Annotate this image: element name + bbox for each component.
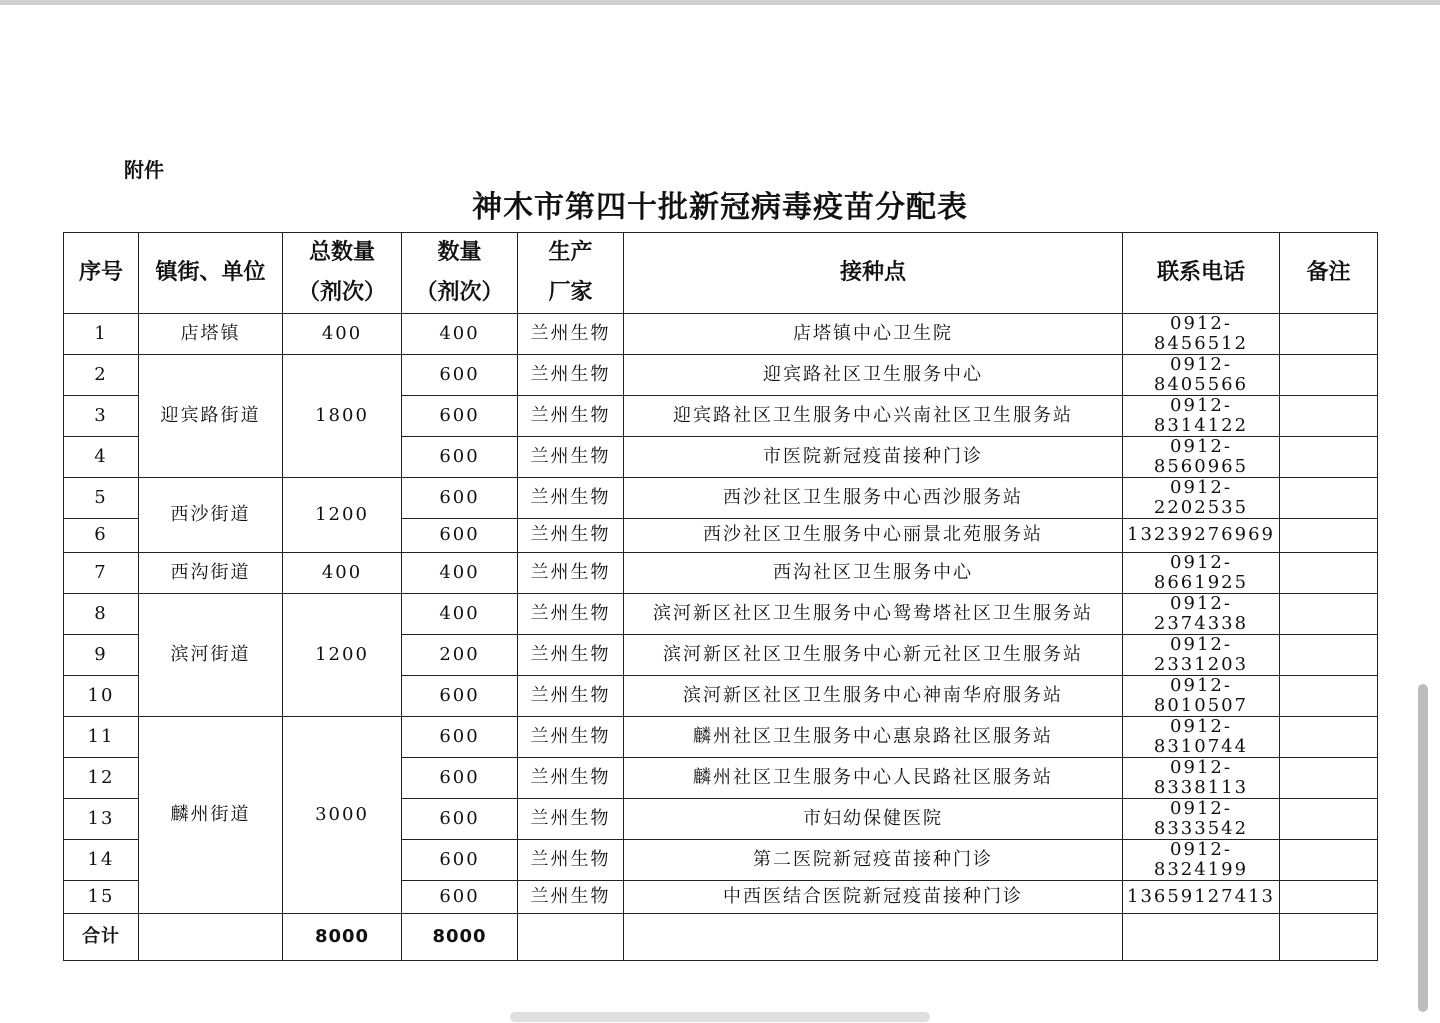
remark-cell (1280, 437, 1378, 478)
header-qty-line1: 数量 (437, 240, 482, 265)
maker-cell: 兰州生物 (518, 757, 624, 798)
seq-cell: 8 (64, 593, 139, 634)
header-maker (518, 233, 624, 314)
unit-cell: 滨河街道 (139, 593, 283, 716)
phone-cell: 0912-8324199 (1123, 839, 1280, 880)
remark-cell (1280, 314, 1378, 355)
seq-cell: 6 (64, 519, 139, 553)
total-maker (518, 914, 624, 961)
maker-cell: 兰州生物 (518, 314, 624, 355)
vaccine-allocation-table (63, 232, 1378, 961)
site-cell: 西沟社区卫生服务中心 (624, 552, 1123, 593)
table-row (64, 314, 1378, 355)
qty-cell: 600 (402, 478, 518, 519)
remark-cell (1280, 757, 1378, 798)
header-qty-line2: （剂次） (415, 280, 504, 305)
phone-cell: 13239276969 (1123, 519, 1280, 553)
table-row (64, 593, 1378, 634)
remark-cell (1280, 880, 1378, 914)
qty-cell: 200 (402, 634, 518, 675)
site-cell: 麟州社区卫生服务中心惠泉路社区服务站 (624, 716, 1123, 757)
total-phone (1123, 914, 1280, 961)
maker-cell: 兰州生物 (518, 798, 624, 839)
table-row (64, 716, 1378, 757)
seq-cell: 14 (64, 839, 139, 880)
maker-cell: 兰州生物 (518, 552, 624, 593)
header-maker-line2: 厂家 (548, 280, 593, 305)
seq-cell: 15 (64, 880, 139, 914)
site-cell: 滨河新区社区卫生服务中心新元社区卫生服务站 (624, 634, 1123, 675)
seq-cell: 5 (64, 478, 139, 519)
remark-cell (1280, 478, 1378, 519)
total-site (624, 914, 1123, 961)
maker-cell: 兰州生物 (518, 593, 624, 634)
seq-cell: 4 (64, 437, 139, 478)
remark-cell (1280, 634, 1378, 675)
site-cell: 迎宾路社区卫生服务中心兴南社区卫生服务站 (624, 396, 1123, 437)
seq-cell: 3 (64, 396, 139, 437)
total-unit (139, 914, 283, 961)
maker-cell: 兰州生物 (518, 675, 624, 716)
phone-cell: 0912-8560965 (1123, 437, 1280, 478)
qty-cell: 600 (402, 798, 518, 839)
header-total-line2: （剂次） (297, 280, 386, 305)
phone-cell: 0912-8405566 (1123, 355, 1280, 396)
qty-cell: 400 (402, 314, 518, 355)
total-row (64, 914, 1378, 961)
total-label: 合计 (64, 914, 139, 961)
maker-cell: 兰州生物 (518, 437, 624, 478)
phone-cell: 0912-8456512 (1123, 314, 1280, 355)
seq-cell: 1 (64, 314, 139, 355)
seq-cell: 11 (64, 716, 139, 757)
table-body (64, 314, 1378, 914)
qty-cell: 600 (402, 757, 518, 798)
qty-cell: 600 (402, 839, 518, 880)
remark-cell (1280, 675, 1378, 716)
phone-cell: 0912-8661925 (1123, 552, 1280, 593)
horizontal-scrollbar[interactable] (510, 1012, 930, 1022)
total-cell: 3000 (283, 716, 402, 914)
maker-cell: 兰州生物 (518, 634, 624, 675)
remark-cell (1280, 593, 1378, 634)
qty-cell: 600 (402, 437, 518, 478)
table-row (64, 552, 1378, 593)
header-remark: 备注 (1280, 233, 1378, 314)
total-qty: 8000 (402, 914, 518, 961)
site-cell: 市医院新冠疫苗接种门诊 (624, 437, 1123, 478)
qty-cell: 400 (402, 552, 518, 593)
site-cell: 滨河新区社区卫生服务中心鸳鸯塔社区卫生服务站 (624, 593, 1123, 634)
vertical-scrollbar[interactable] (1418, 684, 1428, 1012)
maker-cell: 兰州生物 (518, 355, 624, 396)
header-phone: 联系电话 (1123, 233, 1280, 314)
maker-cell: 兰州生物 (518, 396, 624, 437)
site-cell: 西沙社区卫生服务中心西沙服务站 (624, 478, 1123, 519)
phone-cell: 0912-8310744 (1123, 716, 1280, 757)
seq-cell: 7 (64, 552, 139, 593)
site-cell: 市妇幼保健医院 (624, 798, 1123, 839)
qty-cell: 600 (402, 519, 518, 553)
remark-cell (1280, 552, 1378, 593)
qty-cell: 600 (402, 355, 518, 396)
phone-cell: 0912-8010507 (1123, 675, 1280, 716)
header-row (64, 233, 1378, 314)
site-cell: 迎宾路社区卫生服务中心 (624, 355, 1123, 396)
top-border-bar (0, 0, 1440, 5)
header-seq: 序号 (64, 233, 139, 314)
phone-cell: 0912-8338113 (1123, 757, 1280, 798)
remark-cell (1280, 355, 1378, 396)
total-cell: 1200 (283, 593, 402, 716)
remark-cell (1280, 839, 1378, 880)
header-site: 接种点 (624, 233, 1123, 314)
site-cell: 店塔镇中心卫生院 (624, 314, 1123, 355)
maker-cell: 兰州生物 (518, 716, 624, 757)
seq-cell: 10 (64, 675, 139, 716)
total-cell: 1800 (283, 355, 402, 478)
header-total-line1: 总数量 (308, 240, 375, 265)
total-cell: 400 (283, 314, 402, 355)
qty-cell: 600 (402, 880, 518, 914)
total-cell: 400 (283, 552, 402, 593)
qty-cell: 400 (402, 593, 518, 634)
remark-cell (1280, 396, 1378, 437)
remark-cell (1280, 798, 1378, 839)
site-cell: 第二医院新冠疫苗接种门诊 (624, 839, 1123, 880)
total-remark (1280, 914, 1378, 961)
unit-cell: 迎宾路街道 (139, 355, 283, 478)
seq-cell: 12 (64, 757, 139, 798)
phone-cell: 0912-2331203 (1123, 634, 1280, 675)
unit-cell: 西沙街道 (139, 478, 283, 553)
maker-cell: 兰州生物 (518, 478, 624, 519)
header-qty (402, 233, 518, 314)
remark-cell (1280, 716, 1378, 757)
maker-cell: 兰州生物 (518, 839, 624, 880)
seq-cell: 9 (64, 634, 139, 675)
seq-cell: 2 (64, 355, 139, 396)
table-row (64, 478, 1378, 519)
header-unit: 镇街、单位 (139, 233, 283, 314)
unit-cell: 西沟街道 (139, 552, 283, 593)
attachment-label: 附件 (124, 158, 164, 182)
phone-cell: 0912-2374338 (1123, 593, 1280, 634)
phone-cell: 13659127413 (1123, 880, 1280, 914)
unit-cell: 店塔镇 (139, 314, 283, 355)
seq-cell: 13 (64, 798, 139, 839)
total-sum: 8000 (283, 914, 402, 961)
maker-cell: 兰州生物 (518, 880, 624, 914)
remark-cell (1280, 519, 1378, 553)
site-cell: 西沙社区卫生服务中心丽景北苑服务站 (624, 519, 1123, 553)
header-total (283, 233, 402, 314)
header-maker-line1: 生产 (548, 240, 593, 265)
total-cell: 1200 (283, 478, 402, 553)
document-title: 神木市第四十批新冠病毒疫苗分配表 (472, 190, 968, 225)
site-cell: 中西医结合医院新冠疫苗接种门诊 (624, 880, 1123, 914)
phone-cell: 0912-8314122 (1123, 396, 1280, 437)
site-cell: 滨河新区社区卫生服务中心神南华府服务站 (624, 675, 1123, 716)
site-cell: 麟州社区卫生服务中心人民路社区服务站 (624, 757, 1123, 798)
unit-cell: 麟州街道 (139, 716, 283, 914)
qty-cell: 600 (402, 675, 518, 716)
phone-cell: 0912-2202535 (1123, 478, 1280, 519)
qty-cell: 600 (402, 396, 518, 437)
table-row (64, 355, 1378, 396)
maker-cell: 兰州生物 (518, 519, 624, 553)
phone-cell: 0912-8333542 (1123, 798, 1280, 839)
qty-cell: 600 (402, 716, 518, 757)
